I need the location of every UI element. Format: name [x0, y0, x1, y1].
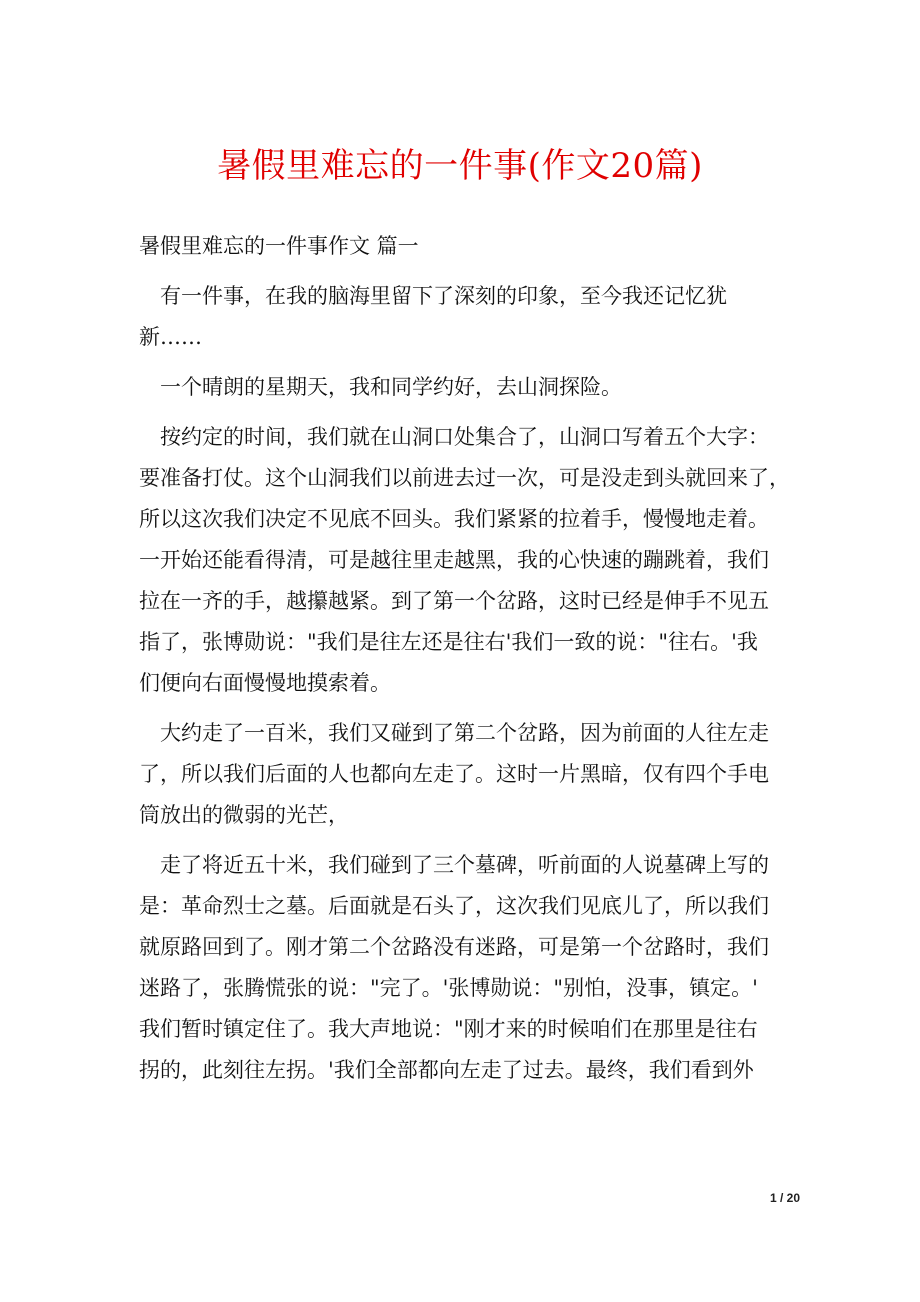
- body-line: 大约走了一百米，我们又碰到了第二个岔路，因为前面的人往左走: [139, 721, 769, 745]
- section-heading: 暑假里难忘的一件事作文 篇一: [139, 234, 419, 258]
- body-line: 迷路了，张腾慌张的说："完了。'张博勋说："别怕，没事，镇定。': [139, 976, 758, 1000]
- body-line: 我们暂时镇定住了。我大声地说："刚才来的时候咱们在那里是往右: [139, 1017, 758, 1041]
- body-line: 所以这次我们决定不见底不回头。我们紧紧的拉着手，慢慢地走着。: [139, 507, 769, 531]
- body-line: 指了，张博勋说："我们是往左还是往右'我们一致的说："往右。'我: [139, 630, 758, 654]
- body-line: 筒放出的微弱的光芒，: [139, 803, 349, 827]
- body-line: 新……: [139, 325, 202, 349]
- document-title: 暑假里难忘的一件事(作文20篇): [217, 146, 703, 186]
- paragraph-gap: [139, 267, 799, 276]
- document-body: [139, 226, 799, 1091]
- body-line: 要准备打仗。这个山洞我们以前进去过一次，可是没走到头就回来了，: [139, 466, 790, 490]
- paragraph-gap: [139, 704, 799, 713]
- page-number: 1 / 20: [769, 1191, 800, 1205]
- body-line: 拐的，此刻往左拐。'我们全部都向左走了过去。最终，我们看到外: [139, 1058, 754, 1082]
- body-line: 是：革命烈士之墓。后面就是石头了，这次我们见底儿了，所以我们: [139, 894, 769, 918]
- body-line: 拉在一齐的手，越攥越紧。到了第一个岔路，这时已经是伸手不见五: [139, 589, 769, 613]
- paragraph-gap: [139, 358, 799, 367]
- body-line: 就原路回到了。刚才第二个岔路没有迷路，可是第一个岔路时，我们: [139, 935, 769, 959]
- paragraph-gap: [139, 836, 799, 845]
- body-line: 有一件事，在我的脑海里留下了深刻的印象，至今我还记忆犹: [139, 284, 727, 308]
- body-line: 一个晴朗的星期天，我和同学约好，去山洞探险。: [139, 375, 622, 399]
- body-line: 按约定的时间，我们就在山洞口处集合了，山洞口写着五个大字：: [139, 425, 769, 449]
- body-line: 了，所以我们后面的人也都向左走了。这时一片黑暗，仅有四个手电: [139, 762, 769, 786]
- body-line: 们便向右面慢慢地摸索着。: [139, 671, 391, 695]
- body-line: 走了将近五十米，我们碰到了三个墓碑，听前面的人说墓碑上写的: [139, 853, 769, 877]
- body-line: 一开始还能看得清，可是越往里走越黑，我的心快速的蹦跳着，我们: [139, 548, 769, 572]
- paragraph-gap: [139, 408, 799, 417]
